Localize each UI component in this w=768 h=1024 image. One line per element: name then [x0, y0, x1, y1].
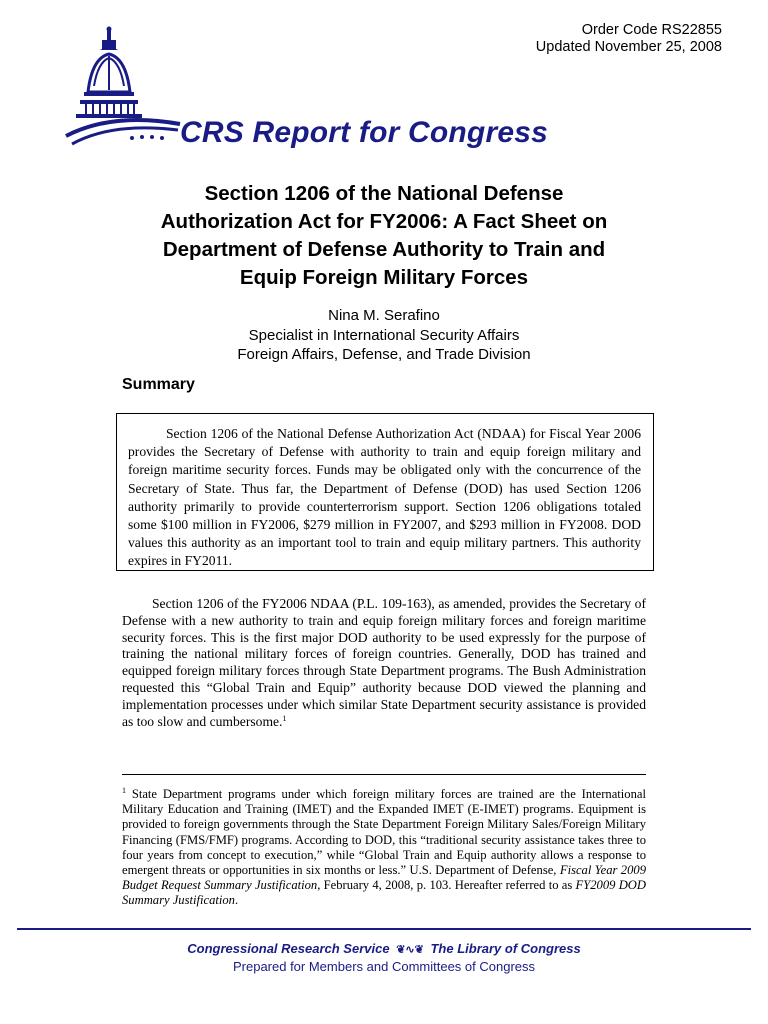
body-paragraph-text: Section 1206 of the FY2006 NDAA (P.L. 109-163), as amended, provides the Secretary of Defense with a new authority to train and equip foreign military forces and foreign maritime security forces. This is the first major DOD authority to be used expressly for the purpose of training the national military forces of foreign countries. Generally, DOD has trained and equipped foreign military forces through State Department programs. The Bush Administration requested this “Global Train and Equip” authority because DOD viewed the planning and implementation processes under which similar State Department security assistance is provided as too slow and cumbersome. [122, 596, 646, 729]
footnote-text-1: State Department programs under which foreign military forces are trained are the International Military Education and Training (IMET) and the Expanded IMET (E-IMET) programs. Equipment is provided to foreign governments through the State Department Foreign Military Sales/Foreign Military Financing (FMS/FMF) programs. According to DOD, this “traditional security assistance takes three to four years from concept to execution,” while “Global Train and Equip authority allows a response to emergent threats or opportunities in six months or less.” U.S. Department of Defense, [122, 787, 646, 878]
footnote-number: 1 [122, 786, 126, 795]
report-title [84, 180, 684, 292]
summary-box [116, 413, 654, 571]
footnote-reference[interactable]: 1 [282, 713, 287, 723]
body-paragraph [122, 596, 646, 730]
footer-divider [17, 928, 751, 930]
author-position: Specialist in International Security Affairs [248, 326, 520, 344]
author-division: Foreign Affairs, Defense, and Trade Division [237, 346, 531, 363]
footnote-text-2: , February 4, 2008, p. 103. Hereafter referred to as [317, 878, 576, 893]
order-code-block [536, 22, 722, 56]
footnote-text-3: . [234, 893, 239, 908]
footer-crs: Congressional Research Service [187, 941, 390, 956]
footnote-italic-1: Fiscal Year 2009 Budget Request Summary Justification [122, 863, 646, 893]
title-line-4: Equip Foreign Military Forces [239, 266, 529, 289]
footnote [122, 787, 646, 909]
updated-date: Updated November 25, 2008 [535, 39, 722, 55]
crs-report-brand: CRS Report for Congress [180, 116, 548, 149]
summary-text: Section 1206 of the National Defense Authorization Act (NDAA) for Fiscal Year 2006 provides the Secretary of Defense with authority to train and equip foreign military and foreign maritime security forces. Funds may be obligated only with the concurrence of the Secretary of State. Thus far, the Department of Defense (DOD) has used Section 1206 authority primarily to provide counterterrorism support. Section 1206 obligations totaled some $100 million in FY2006, $279 million in FY2007, and $293 million in FY2008. DOD values this authority as an important tool to train and equip military partners. This authority expires in FY2011. [128, 426, 641, 569]
footer-line-1 [0, 941, 768, 958]
footer-ornament-icon: ❦∿❦ [396, 944, 424, 956]
title-line-1: Section 1206 of the National Defense [204, 182, 564, 205]
order-code: Order Code RS22855 [581, 22, 722, 38]
author-name: Nina M. Serafino [328, 307, 440, 324]
capitol-dome-logo [62, 26, 184, 154]
footnote-italic-2: FY2009 DOD Summary Justification [122, 878, 646, 908]
summary-heading: Summary [122, 376, 195, 393]
title-line-2: Authorization Act for FY2006: A Fact Sheet on [160, 210, 608, 233]
author-block [84, 306, 684, 365]
page-footer [0, 941, 768, 975]
footer-library: The Library of Congress [430, 941, 581, 956]
title-line-3: Department of Defense Authority to Train and [162, 238, 606, 261]
footer-line-2: Prepared for Members and Committees of Congress [232, 959, 535, 974]
footnote-divider [122, 774, 646, 775]
